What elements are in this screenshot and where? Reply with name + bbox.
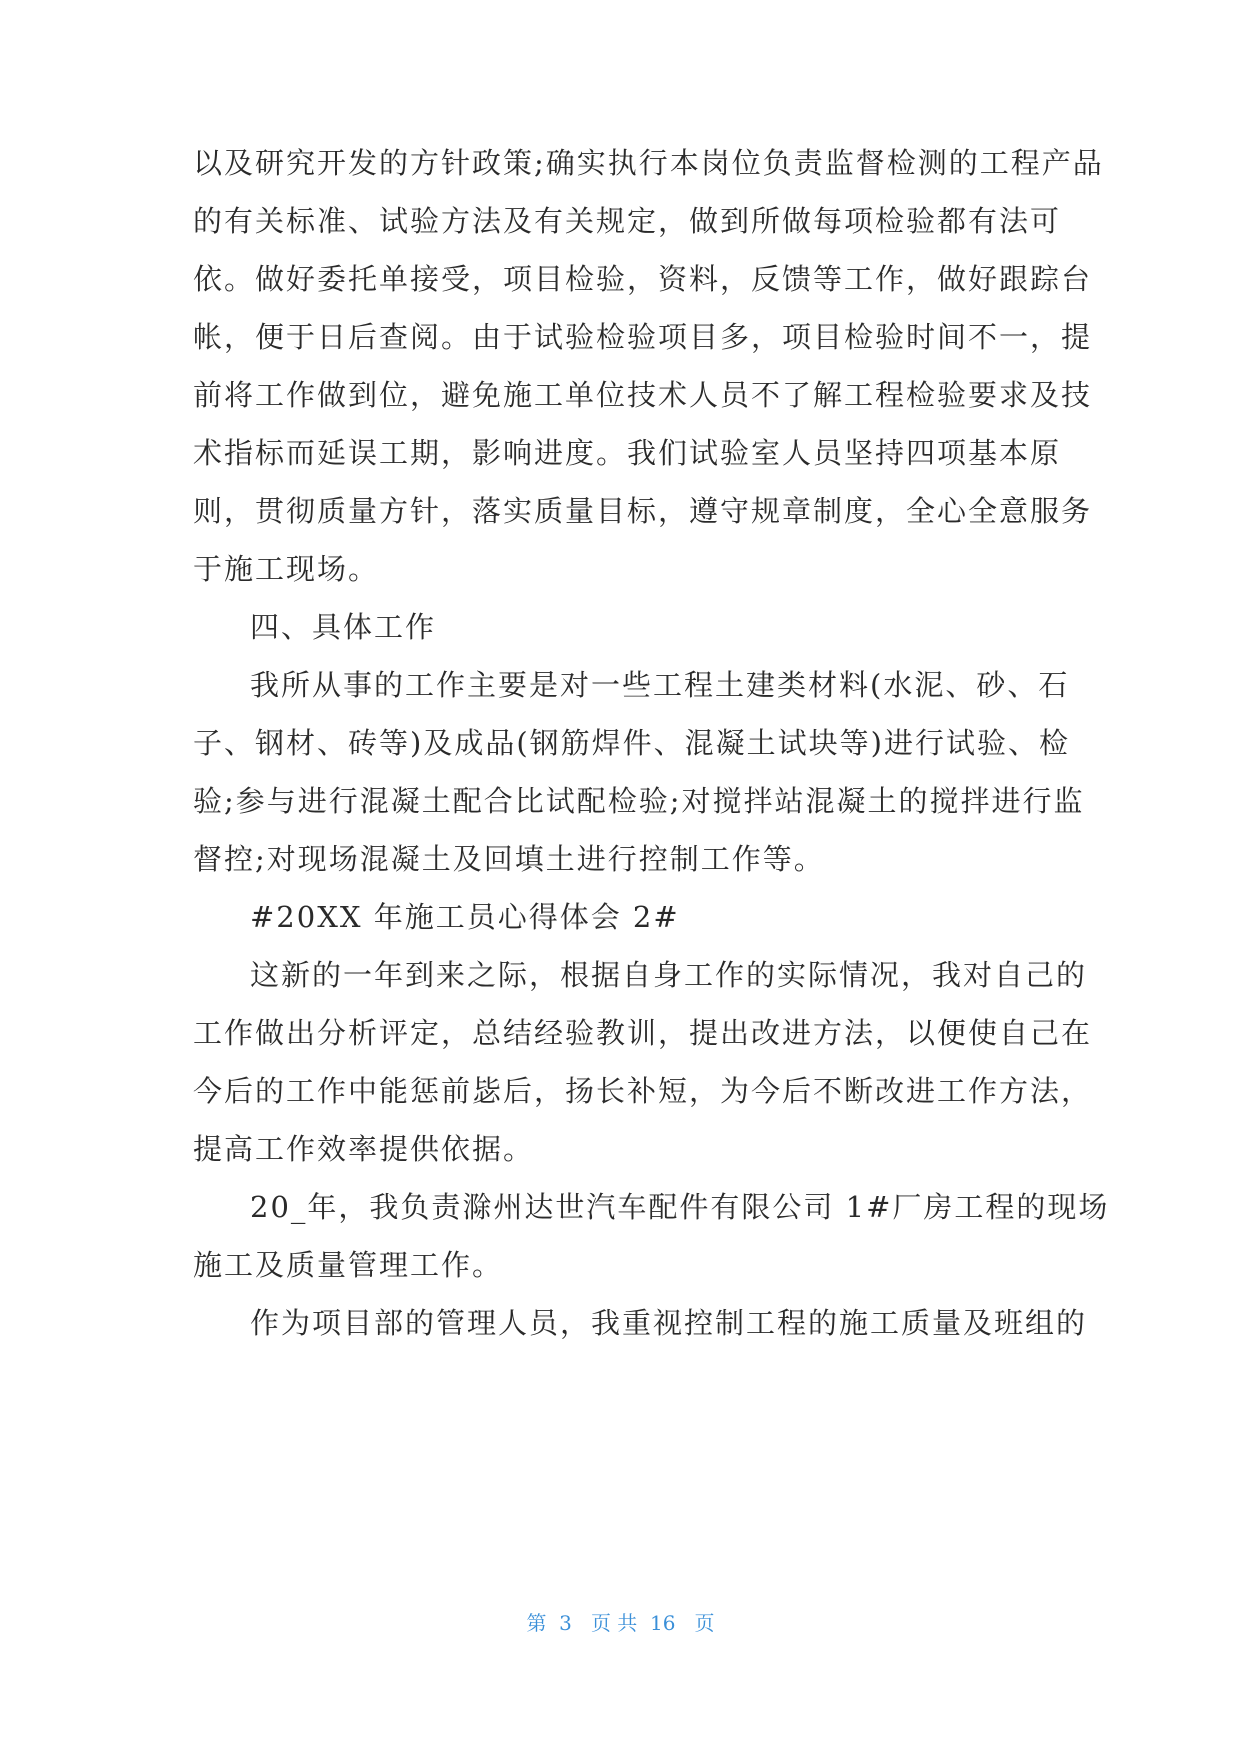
text-line-7: 则，贯彻质量方针，落实质量目标，遵守规章制度，全心全意服务 <box>193 494 1093 528</box>
section-heading: 四、具体工作 <box>250 610 437 644</box>
text-line-11: 子、钢材、砖等)及成品(钢筋焊件、混凝土试块等)进行试验、检 <box>193 726 1070 760</box>
text-line-18: 提高工作效率提供依据。 <box>193 1132 535 1166</box>
text-line-12: 验;参与进行混凝土配合比试配检验;对搅拌站混凝土的搅拌进行监 <box>193 784 1085 818</box>
text-line-3: 依。做好委托单接受，项目检验，资料，反馈等工作，做好跟踪台 <box>193 262 1093 296</box>
text-line-1: 以及研究开发的方针政策;确实执行本岗位负责监督检测的工程产品 <box>193 146 1104 180</box>
text-line-20: 施工及质量管理工作。 <box>193 1248 504 1282</box>
text-line-16: 工作做出分析评定，总结经验教训，提出改进方法，以便使自己在 <box>193 1016 1093 1050</box>
text-line-10: 我所从事的工作主要是对一些工程土建类材料(水泥、砂、石 <box>250 668 1070 702</box>
article-title: #20XX 年施工员心得体会 2# <box>250 900 680 934</box>
page-number-footer: 第 3 页 共 16 页 <box>526 1611 715 1635</box>
text-line-15: 这新的一年到来之际，根据自身工作的实际情况，我对自己的 <box>250 958 1088 992</box>
text-line-5: 前将工作做到位，避免施工单位技术人员不了解工程检验要求及技 <box>193 378 1093 412</box>
text-line-13: 督控;对现场混凝土及回填土进行控制工作等。 <box>193 842 825 876</box>
text-line-17: 今后的工作中能惩前毖后，扬长补短，为今后不断改进工作方法， <box>193 1074 1093 1108</box>
text-line-19: 20_年，我负责滁州达世汽车配件有限公司 1#厂房工程的现场 <box>250 1190 1110 1224</box>
text-line-2: 的有关标准、试验方法及有关规定，做到所做每项检验都有法可 <box>193 204 1062 238</box>
text-line-6: 术指标而延误工期，影响进度。我们试验室人员坚持四项基本原 <box>193 436 1062 470</box>
text-line-4: 帐，便于日后查阅。由于试验检验项目多，项目检验时间不一，提 <box>193 320 1093 354</box>
text-line-21: 作为项目部的管理人员，我重视控制工程的施工质量及班组的 <box>250 1306 1088 1340</box>
text-line-8: 于施工现场。 <box>193 552 380 586</box>
